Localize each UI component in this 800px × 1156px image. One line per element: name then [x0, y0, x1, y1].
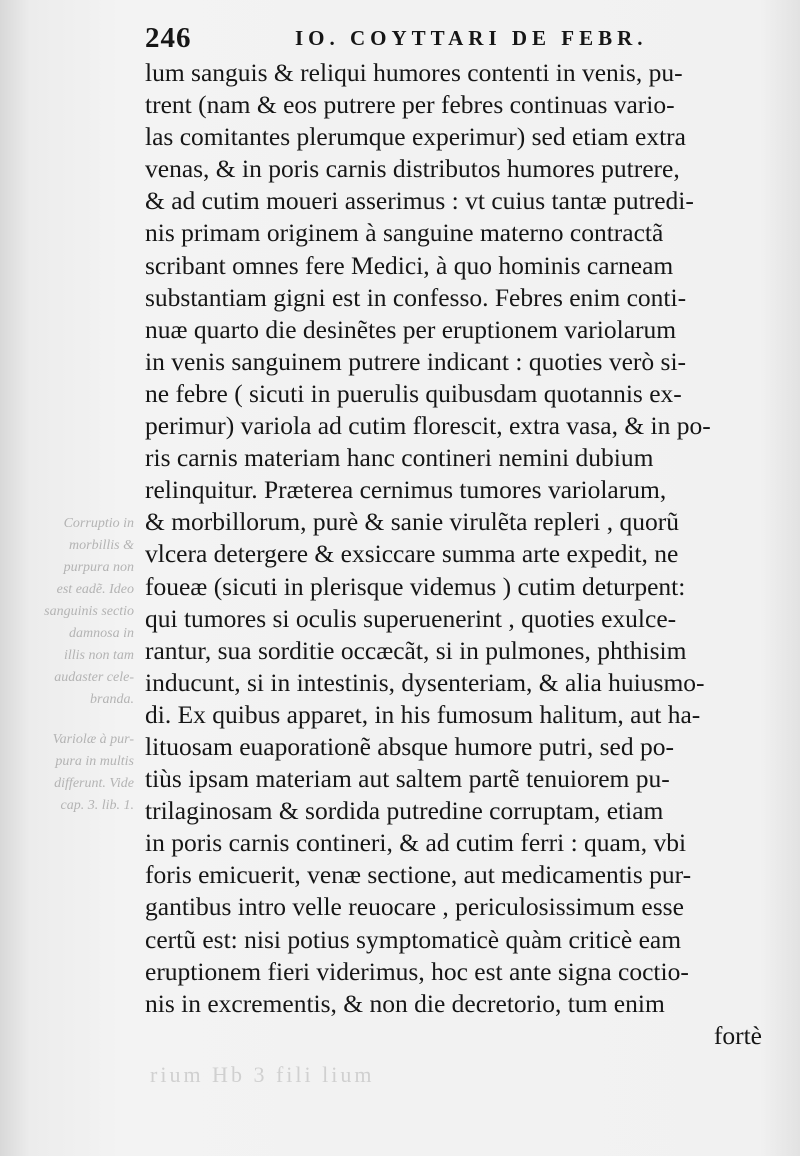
text-line: nis in excrementis, & non die decretorio, tum enim: [145, 988, 665, 1018]
text-line: tiùs ipsam materiam aut saltem partẽ tenuiorem pu-: [145, 764, 670, 794]
text-line: venas, & in poris carnis distributos humores putrere,: [145, 154, 680, 184]
text-line: ris carnis materiam hanc contineri nemini dubium: [145, 443, 654, 473]
margin-note-line: purpura non: [63, 560, 134, 575]
text-line: trilaginosam & sordida putredine corruptam, etiam: [145, 796, 664, 826]
text-line: in venis sanguinem putrere indicant : quoties verò si-: [145, 346, 687, 376]
text-line: inducunt, si in intestinis, dysenteriam, & alia huiusmo-: [145, 667, 705, 697]
text-line: las comitantes plerumque experimur) sed etiam extra: [145, 122, 686, 152]
margin-note-line: audaster cele-: [54, 670, 134, 685]
text-line: & morbillorum, purè & sanie virulẽta repleri , quorũ: [145, 507, 679, 537]
margin-note-line: illis non tam: [63, 648, 134, 663]
text-line: vlcera detergere & exsiccare summa arte expedit, ne: [145, 539, 679, 569]
text-line: foueæ (sicuti in plerisque videmus ) cutim deturpent:: [145, 571, 686, 601]
text-line: substantiam gigni est in confesso. Febres enim conti-: [145, 282, 687, 312]
margin-note-line: damnosa in: [69, 626, 134, 641]
margin-note-line: cap. 3. lib. 1.: [60, 798, 134, 813]
text-line: nuæ quarto die desinẽtes per eruptionem variolarum: [145, 314, 677, 344]
text-line: in poris carnis contineri, & ad cutim ferri : quam, vbi: [145, 828, 687, 858]
text-line: nis primam originem à sanguine materno contractã: [145, 218, 664, 248]
text-line: rantur, sua sorditie occæcãt, si in pulmones, phthisim: [145, 635, 687, 665]
margin-notes: [0, 513, 142, 835]
bleed-through-text: rium Hb 3 fili lium: [150, 1062, 375, 1087]
body-text: [145, 57, 770, 1052]
margin-note-line: differunt. Vide: [54, 776, 134, 791]
text-line: trent (nam & eos putrere per febres continuas vario-: [145, 90, 675, 120]
text-line: perimur) variola ad cutim florescit, extra vasa, & in po-: [145, 411, 711, 441]
text-line: eruptionem fieri viderimus, hoc est ante signa coctio-: [145, 956, 689, 986]
running-head: IO. COYTTARI DE FEBR.: [295, 26, 648, 50]
margin-note-line: morbillis &: [69, 538, 134, 553]
text-line: & ad cutim moueri asserimus : vt cuius tantæ putredi-: [145, 186, 694, 216]
margin-note-line: pura in multis: [55, 754, 134, 769]
text-line: lum sanguis & reliqui humores contenti in venis, pu-: [145, 58, 683, 87]
margin-note: [0, 729, 142, 817]
catchword: fortè: [713, 1020, 762, 1050]
text-line: gantibus intro velle reuocare , periculosissimum esse: [145, 892, 684, 922]
text-line: di. Ex quibus apparet, in his fumosum halitum, aut ha-: [145, 699, 701, 729]
page-number: 246: [145, 22, 192, 54]
margin-note-line: sanguinis sectio: [44, 604, 134, 619]
text-line: foris emicuerit, venæ sectione, aut medicamentis pur-: [145, 860, 692, 890]
text-line: lituosam euaporationẽ absque humore putri, sed po-: [145, 731, 674, 761]
text-line: scribant omnes fere Medici, à quo hominis carneam: [145, 250, 674, 280]
margin-note-line: branda.: [90, 692, 134, 707]
margin-note-line: Corruptio in: [63, 516, 134, 531]
margin-note: [0, 513, 142, 711]
text-line: ne febre ( sicuti in puerulis quibusdam quotannis ex-: [145, 378, 682, 408]
text-line: qui tumores si oculis superuenerint , quoties exulce-: [145, 603, 677, 633]
text-line: relinquitur. Præterea cernimus tumores variolarum,: [145, 475, 667, 505]
text-line: certũ est: nisi potius symptomaticè quàm criticè eam: [145, 924, 682, 954]
margin-note-line: Variolæ à pur-: [52, 732, 134, 747]
margin-note-line: est eadẽ. Ideo: [56, 582, 134, 597]
page-header: [145, 22, 765, 56]
